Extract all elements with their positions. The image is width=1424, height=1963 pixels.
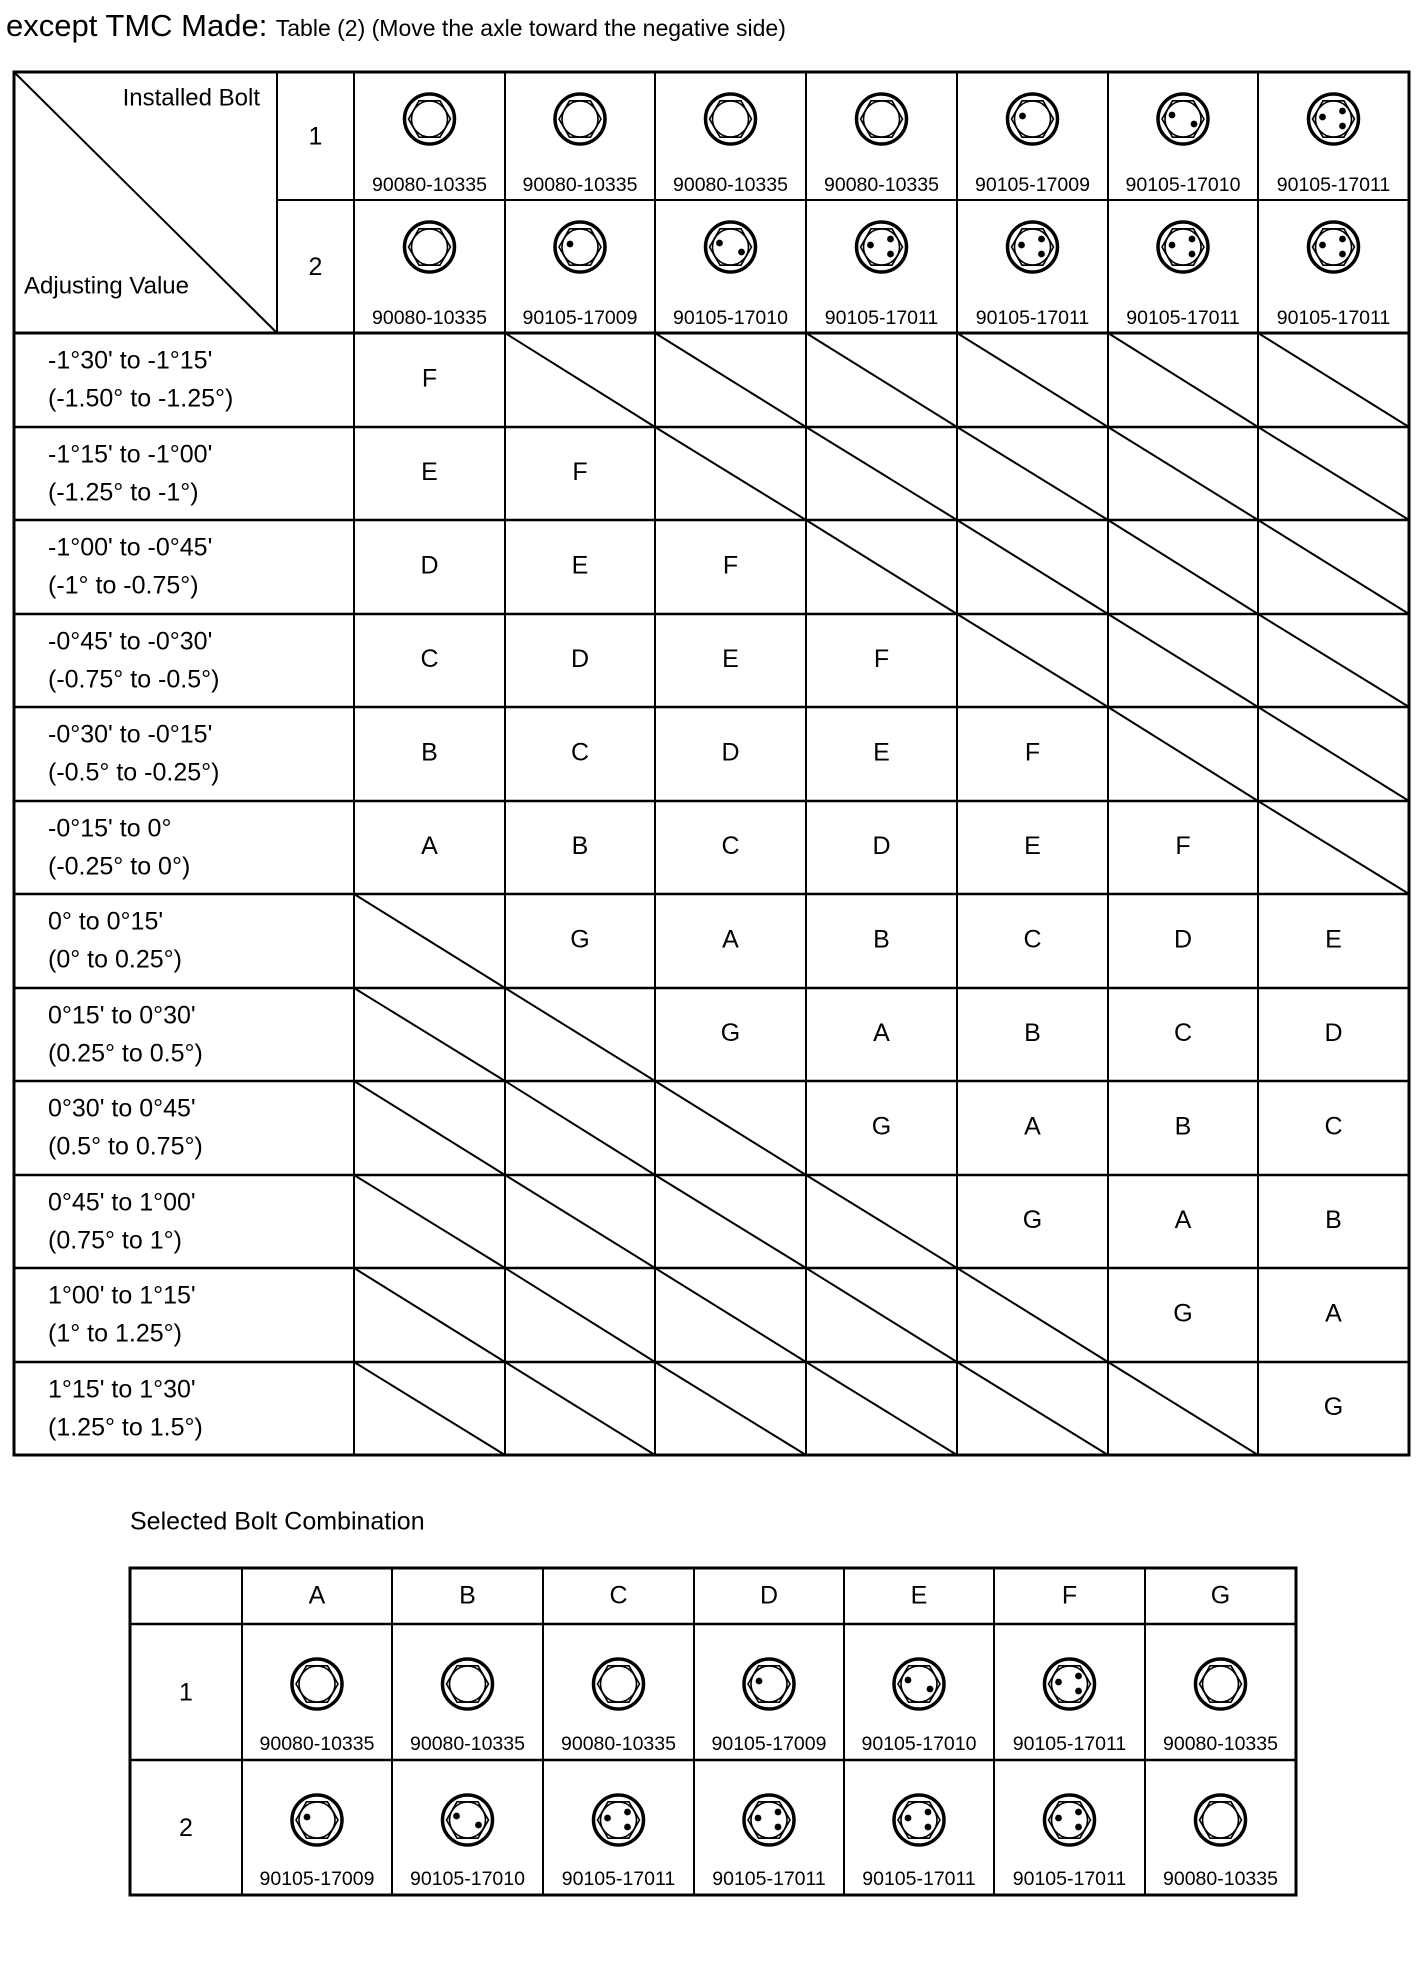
bolt-mark-dot: [475, 1822, 482, 1829]
not-applicable-slash: [655, 333, 806, 427]
bolt-icon: [744, 1659, 794, 1709]
bolt-icon: [1045, 1659, 1095, 1709]
header-installed-bolt-label: Installed Bolt: [122, 84, 260, 112]
bolt-part-number: 90105-17011: [1012, 1733, 1127, 1756]
bolt-icon: [1196, 1659, 1246, 1709]
adjusting-value-decimal: (0.5° to 0.75°): [48, 1132, 203, 1161]
combination-letter: B: [1174, 1112, 1192, 1141]
bolt-icon: [1309, 222, 1359, 272]
adjusting-value-range: -0°30' to -0°15': [48, 720, 213, 749]
not-applicable-slash: [655, 1081, 806, 1175]
not-applicable-slash: [1258, 707, 1409, 801]
bolt-icon: [1158, 94, 1208, 144]
combination-letter: F: [1024, 738, 1041, 767]
adjusting-value-range: -1°15' to -1°00': [48, 440, 213, 469]
bolt-mark-dot: [1339, 236, 1346, 243]
bolt-mark-dot: [1038, 251, 1045, 258]
installed-bolt-row-2: 2: [308, 253, 323, 282]
adjusting-value-range: 0°15' to 0°30': [48, 1001, 196, 1030]
bolt-part-number: 90105-17011: [862, 1868, 976, 1891]
not-applicable-slash: [505, 1081, 655, 1175]
not-applicable-slash: [1108, 520, 1258, 614]
combination-column-header: B: [459, 1581, 476, 1610]
combination-letter: C: [721, 832, 740, 861]
bolt-icon: [857, 222, 907, 272]
bolt-mark-dot: [775, 1809, 782, 1816]
bolt-mark-dot: [1339, 251, 1346, 258]
heading-title: except TMC Made:: [6, 8, 268, 43]
bolt-mark-dot: [624, 1824, 631, 1831]
bolt-part-number: 90105-17011: [824, 307, 939, 330]
bolt-icon: [292, 1659, 342, 1709]
not-applicable-slash: [354, 1268, 505, 1362]
bolt-icon: [1008, 94, 1058, 144]
not-applicable-slash: [655, 1362, 806, 1455]
bolt-mark-dot: [1191, 121, 1198, 128]
not-applicable-slash: [655, 427, 806, 520]
bolt-mark-dot: [1018, 242, 1025, 249]
not-applicable-slash: [806, 1175, 957, 1268]
bolt-mark-dot: [304, 1814, 311, 1821]
bolt-mark-dot: [1055, 1815, 1062, 1822]
bolt-part-number: 90105-17010: [1125, 174, 1241, 197]
combination-letter: D: [721, 738, 740, 767]
bolt-part-number: 90105-17011: [1126, 307, 1240, 330]
bolt-icon: [594, 1795, 644, 1845]
bolt-icon: [594, 1659, 644, 1709]
not-applicable-slash: [655, 1268, 806, 1362]
combination-letter: F: [1175, 832, 1191, 861]
combination-letter: B: [571, 832, 589, 861]
not-applicable-slash: [957, 1362, 1108, 1455]
not-applicable-slash: [505, 1362, 655, 1455]
adjusting-value-decimal: (0.75° to 1°): [48, 1226, 182, 1255]
adjusting-value-decimal: (-0.25° to 0°): [48, 852, 191, 881]
adjusting-value-decimal: (1° to 1.25°): [48, 1319, 182, 1348]
bolt-mark-dot: [925, 1824, 932, 1831]
bolt-mark-dot: [887, 236, 894, 243]
combination-letter: E: [571, 551, 589, 580]
combination-letter: E: [1325, 925, 1342, 954]
combination-letter: A: [421, 832, 438, 861]
bolt-part-number: 90105-17011: [561, 1868, 676, 1891]
bolt-mark-dot: [1189, 236, 1196, 243]
combination-letter: C: [420, 645, 439, 674]
adjusting-value-range: -1°30' to -1°15': [48, 346, 213, 375]
not-applicable-slash: [806, 1362, 957, 1455]
bolt-icon: [555, 222, 605, 272]
combination-letter: F: [873, 645, 890, 674]
adjusting-value-range: 0° to 0°15': [48, 907, 164, 936]
bolt-part-number: 90080-10335: [410, 1733, 525, 1756]
combination-column-header: F: [1061, 1581, 1078, 1610]
bolt-mark-dot: [1189, 251, 1196, 258]
combination-letter: B: [1325, 1206, 1342, 1235]
bolt-mark-dot: [887, 251, 894, 258]
not-applicable-slash: [1108, 427, 1258, 520]
combination-letter: G: [570, 925, 590, 954]
bolt-mark-dot: [716, 240, 723, 247]
adjusting-value-range: -0°45' to -0°30': [48, 627, 213, 656]
heading-subtitle: Table (2) (Move the axle toward the negative side): [275, 15, 786, 41]
not-applicable-slash: [505, 988, 655, 1081]
combination-column-header: G: [1210, 1581, 1231, 1610]
combination-letter: F: [572, 458, 588, 487]
not-applicable-slash: [354, 988, 505, 1081]
not-applicable-slash: [1258, 427, 1409, 520]
not-applicable-slash: [1258, 801, 1409, 894]
bolt-mark-dot: [925, 1809, 932, 1816]
bolt-icon: [555, 94, 605, 144]
adjusting-value-range: -1°00' to -0°45': [48, 533, 213, 562]
bolt-part-number: 90105-17009: [975, 174, 1090, 197]
combination-letter: D: [872, 832, 891, 861]
bolt-mark-dot: [1075, 1824, 1082, 1831]
bolt-part-number: 90105-17009: [711, 1733, 827, 1756]
bolt-part-number: 90080-10335: [673, 174, 788, 197]
combination-letter: A: [1325, 1299, 1342, 1328]
bolt-mark-dot: [1075, 1688, 1082, 1695]
combination-letter: A: [722, 925, 739, 954]
bolt-mark-dot: [775, 1824, 782, 1831]
bolt-part-number: 90080-10335: [1163, 1868, 1278, 1891]
bolt-icon: [706, 222, 756, 272]
bolt-mark-dot: [1319, 242, 1326, 249]
not-applicable-slash: [1108, 333, 1258, 427]
bolt-part-number: 90105-17009: [522, 307, 638, 330]
bolt-icon: [706, 94, 756, 144]
not-applicable-slash: [957, 333, 1108, 427]
adjusting-value-decimal: (-1° to -0.75°): [48, 571, 199, 600]
bolt-icon: [1196, 1795, 1246, 1845]
not-applicable-slash: [505, 1268, 655, 1362]
bolt-mark-dot: [1339, 123, 1346, 130]
combination-letter: G: [1022, 1206, 1043, 1235]
combination-letter: D: [1173, 925, 1193, 954]
combination-column-header: E: [910, 1581, 928, 1610]
bolt-icon: [1309, 94, 1359, 144]
bolt-icon: [443, 1659, 493, 1709]
bolt-part-number: 90105-17011: [1012, 1868, 1127, 1891]
combination-column-header: A: [308, 1581, 326, 1610]
bolt-mark-dot: [927, 1686, 934, 1693]
adjusting-value-range: 1°00' to 1°15': [48, 1281, 196, 1310]
combination-letter: C: [1324, 1112, 1343, 1141]
combination-letter: E: [421, 458, 438, 487]
combination-letter: E: [722, 645, 739, 674]
not-applicable-slash: [655, 1175, 806, 1268]
combination-column-header: D: [759, 1581, 779, 1610]
bolt-mark-dot: [567, 241, 574, 248]
bolt-icon: [443, 1795, 493, 1845]
bolt-part-number: 90080-10335: [522, 174, 638, 197]
combination-column-header: C: [609, 1581, 628, 1610]
combination-letter: B: [873, 925, 890, 954]
adjusting-value-decimal: (0° to 0.25°): [48, 945, 182, 974]
bolt-mark-dot: [1019, 113, 1026, 120]
not-applicable-slash: [806, 333, 957, 427]
bolt-icon: [1045, 1795, 1095, 1845]
bolt-mark-dot: [604, 1815, 611, 1822]
bolt-part-number: 90105-17011: [1276, 174, 1391, 197]
bolt-icon: [1008, 222, 1058, 272]
bolt-part-number: 90105-17011: [712, 1868, 826, 1891]
combination-letter: A: [1024, 1112, 1041, 1141]
combination-letter: C: [570, 738, 590, 767]
adjusting-value-range: -0°15' to 0°: [48, 814, 172, 843]
combination-letter: B: [1024, 1019, 1041, 1048]
bolt-mark-dot: [738, 249, 745, 256]
bolt-icon: [405, 94, 455, 144]
bolt-mark-dot: [453, 1813, 460, 1820]
not-applicable-slash: [806, 520, 957, 614]
bolt-mark-dot: [624, 1809, 631, 1816]
not-applicable-slash: [1108, 614, 1258, 707]
bolt-mark-dot: [1038, 236, 1045, 243]
bolt-mark-dot: [1075, 1809, 1082, 1816]
bolt-mark-dot: [867, 242, 874, 249]
not-applicable-slash: [354, 1362, 505, 1455]
not-applicable-slash: [957, 427, 1108, 520]
not-applicable-slash: [806, 427, 957, 520]
combination-letter: G: [1173, 1299, 1193, 1328]
not-applicable-slash: [354, 1175, 505, 1268]
bolt-part-number: 90080-10335: [1163, 1733, 1278, 1756]
bolt-mark-dot: [1169, 112, 1176, 119]
combination-letter: E: [1024, 832, 1041, 861]
combination-letter: C: [1023, 925, 1042, 954]
not-applicable-slash: [1258, 333, 1409, 427]
adjusting-value-decimal: (1.25° to 1.5°): [48, 1413, 203, 1442]
not-applicable-slash: [957, 520, 1108, 614]
combination-letter: D: [1324, 1019, 1343, 1048]
combination-letter: G: [720, 1019, 741, 1048]
combination-letter: D: [420, 551, 439, 580]
not-applicable-slash: [1258, 520, 1409, 614]
bolt-part-number: 90105-17010: [673, 307, 788, 330]
combination-letter: F: [722, 551, 739, 580]
not-applicable-slash: [354, 894, 505, 988]
bolt-mark-dot: [1319, 114, 1326, 121]
combination-table-border: [130, 1568, 1296, 1895]
bolt-mark-dot: [1169, 242, 1176, 249]
installed-bolt-row-1: 1: [308, 122, 323, 151]
combination-letter: G: [871, 1112, 892, 1141]
combination-letter: G: [1323, 1393, 1344, 1422]
bolt-part-number: 90080-10335: [372, 174, 487, 197]
bolt-part-number: 90080-10335: [561, 1733, 676, 1756]
adjusting-value-decimal: (0.25° to 0.5°): [48, 1039, 203, 1068]
not-applicable-slash: [505, 1175, 655, 1268]
bolt-part-number: 90105-17011: [1276, 307, 1391, 330]
bolt-mark-dot: [755, 1815, 762, 1822]
bolt-part-number: 90080-10335: [259, 1733, 375, 1756]
not-applicable-slash: [957, 614, 1108, 707]
not-applicable-slash: [806, 1268, 957, 1362]
combination-row-label: 2: [179, 1814, 193, 1843]
combination-letter: B: [421, 738, 438, 767]
bolt-icon: [744, 1795, 794, 1845]
not-applicable-slash: [354, 1081, 505, 1175]
bolt-part-number: 90080-10335: [824, 174, 939, 197]
bolt-part-number: 90080-10335: [372, 307, 487, 330]
not-applicable-slash: [957, 1268, 1108, 1362]
bolt-icon: [894, 1659, 944, 1709]
bolt-part-number: 90105-17009: [259, 1868, 375, 1891]
combination-table-title: Selected Bolt Combination: [130, 1507, 425, 1536]
bolt-mark-dot: [1339, 108, 1346, 115]
adjusting-value-decimal: (-1.25° to -1°): [48, 478, 199, 507]
adjusting-value-decimal: (-0.5° to -0.25°): [48, 758, 220, 787]
bolt-icon: [405, 222, 455, 272]
bolt-icon: [857, 94, 907, 144]
bolt-icon: [1158, 222, 1208, 272]
bolt-mark-dot: [905, 1677, 912, 1684]
not-applicable-slash: [1108, 707, 1258, 801]
adjusting-value-decimal: (-1.50° to -1.25°): [48, 384, 234, 413]
bolt-mark-dot: [1055, 1679, 1062, 1686]
adjusting-value-decimal: (-0.75° to -0.5°): [48, 665, 220, 694]
bolt-part-number: 90105-17010: [410, 1868, 525, 1891]
combination-letter: F: [421, 364, 438, 393]
combination-letter: A: [1174, 1206, 1192, 1235]
not-applicable-slash: [505, 333, 655, 427]
not-applicable-slash: [1258, 614, 1409, 707]
bolt-part-number: 90105-17010: [861, 1733, 977, 1756]
adjusting-value-range: 0°30' to 0°45': [48, 1094, 196, 1123]
bolt-mark-dot: [756, 1678, 763, 1685]
bolt-icon: [292, 1795, 342, 1845]
bolt-mark-dot: [1075, 1673, 1082, 1680]
header-adjusting-value-label: Adjusting Value: [24, 272, 189, 300]
bolt-mark-dot: [905, 1815, 912, 1822]
adjusting-value-range: 1°15' to 1°30': [48, 1375, 196, 1404]
combination-letter: D: [570, 645, 590, 674]
bolt-icon: [894, 1795, 944, 1845]
combination-letter: A: [873, 1019, 890, 1048]
adjusting-value-range: 0°45' to 1°00': [48, 1188, 196, 1217]
combination-row-label: 1: [179, 1678, 193, 1707]
combination-letter: E: [873, 738, 890, 767]
bolt-part-number: 90105-17011: [975, 307, 1090, 330]
not-applicable-slash: [1108, 1362, 1258, 1455]
combination-letter: C: [1173, 1019, 1193, 1048]
